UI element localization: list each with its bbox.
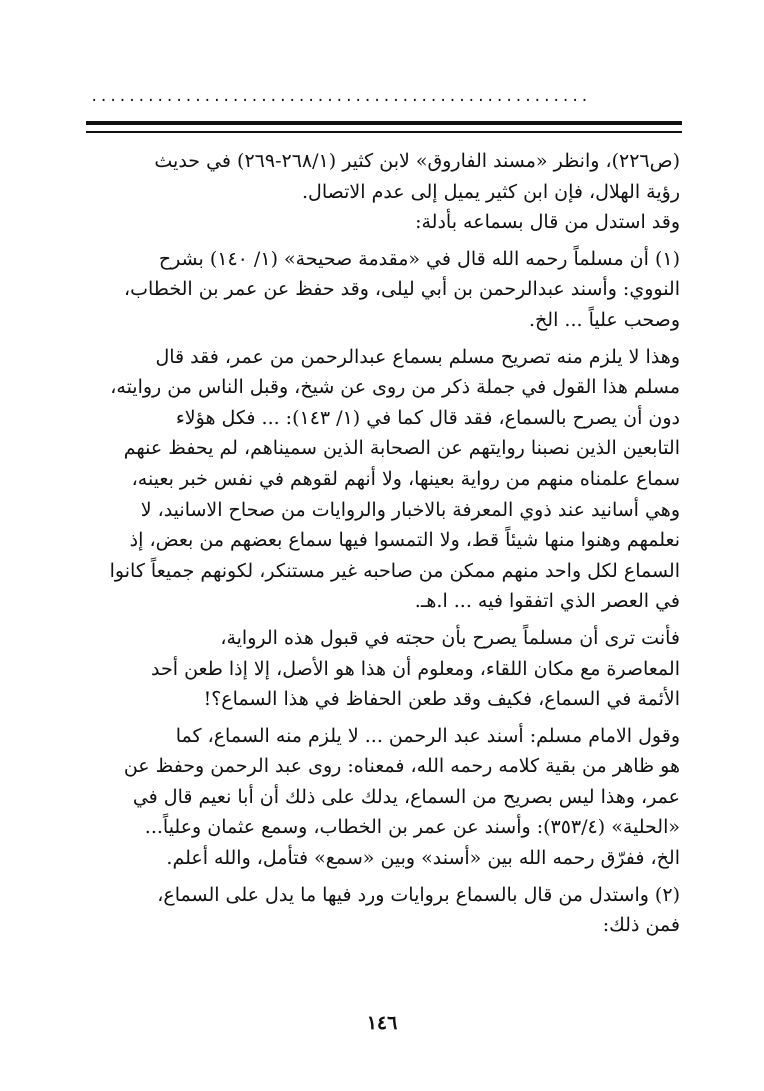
paragraph (88, 207, 680, 238)
text-line: في العصر الذي اتفقوا فيه ... ا.هـ. (414, 590, 680, 613)
text-line: سماع علمناه منهم من رواية بعينها، ولا أنهم لقوهم في نفس خبر بعينه، (131, 467, 680, 490)
paragraph (88, 623, 680, 715)
text-line: عمر، وهذا ليس بصريح من السماع، يدلك على ذلك أن أبا نعيم قال في (132, 785, 680, 808)
text-line: وقول الامام مسلم: أسند عبد الرحمن ... لا يلزم منه السماع، كما (175, 724, 680, 747)
text-line: المعاصرة مع مكان اللقاء، ومعلوم أن هذا هو الأصل، إلا إذا طعن أحد (151, 657, 680, 680)
text-line: الخ، ففرّق رحمه الله بين «أسند» وبين «سمع» فتأمل، والله أعلم. (166, 847, 680, 870)
text-line: (٢) واستدل من قال بالسماع بروايات ورد فيها ما يدل على السماع، (157, 883, 680, 906)
body-text (88, 146, 680, 941)
text-line: دون أن يصرح بالسماع، فقد قال كما في (١/ ١٤٣): ... فكل هؤلاء (175, 406, 680, 429)
page-number: ١٤٦ (366, 1012, 398, 1034)
text-line: وهي أسانيد عند ذوي المعرفة بالاخبار والروايات من صحاح الاسانيد، لا (140, 498, 680, 521)
text-line: (ص٢٢٦)، وانظر «مسند الفاروق» لابن كثير (٢٦٨/١-٢٦٩) في حديث (154, 150, 680, 172)
text-line: هو ظاهر من بقية كلامه رحمه الله، فمعناه: روى عبد الرحمن وحفظ عن (123, 755, 680, 778)
text-line: وصحب علياً ... الخ. (529, 308, 680, 331)
paragraph (88, 146, 680, 207)
text-line: فمن ذلك: (602, 914, 680, 937)
header-rule-thin (86, 131, 682, 133)
text-line: نعلمهم وهنوا منها شيئاً قط، ولا التمسوا فيها سماع بعضهم من بعض، إذ (129, 529, 680, 552)
text-line: التابعين الذين نصبنا روايتهم عن الصحابة الذين سميناهم، لم يحفظ عنهم (123, 437, 680, 460)
paragraph (88, 721, 680, 874)
text-line: فأنت ترى أن مسلماً يصرح بأن حجته في قبول هذه الرواية، (220, 626, 680, 649)
text-line: النووي: وأسند عبدالرحمن بن أبي ليلى، وقد حفظ عن عمر بن الخطاب، (123, 278, 680, 301)
paragraph (88, 244, 680, 336)
text-line: الأئمة في السماع، فكيف وقد طعن الحفاظ في هذا السماع؟! (203, 688, 680, 711)
header-dotted-line: ..................................................... (90, 90, 590, 104)
text-line: وقد استدل من قال بسماعه بأدلة: (415, 211, 680, 234)
text-line: مسلم هذا القول في جملة ذكر من روى عن شيخ، وقبل الناس من روايته، (110, 376, 680, 399)
text-line: وهذا لا يلزم منه تصريح مسلم بسماع عبدالرحمن من عمر، فقد قال (155, 345, 680, 368)
header-rule-thick (86, 121, 682, 125)
text-line: السماع لكل واحد منهم ممكن من صاحبه غير مستنكر، لكونهم جميعاً كانوا (109, 559, 680, 582)
paragraph (88, 880, 680, 941)
text-line: «الحلية» (٣٥٣/٤): وأسند عن عمر بن الخطاب، وسمع عثمان وعلياً... (144, 816, 680, 839)
text-line: (١) أن مسلماً رحمه الله قال في «مقدمة صحيحة» (١/ ١٤٠) بشرح (158, 247, 680, 270)
paragraph (88, 342, 680, 617)
text-line: رؤية الهلال، فإن ابن كثير يميل إلى عدم الاتصال. (302, 180, 680, 203)
